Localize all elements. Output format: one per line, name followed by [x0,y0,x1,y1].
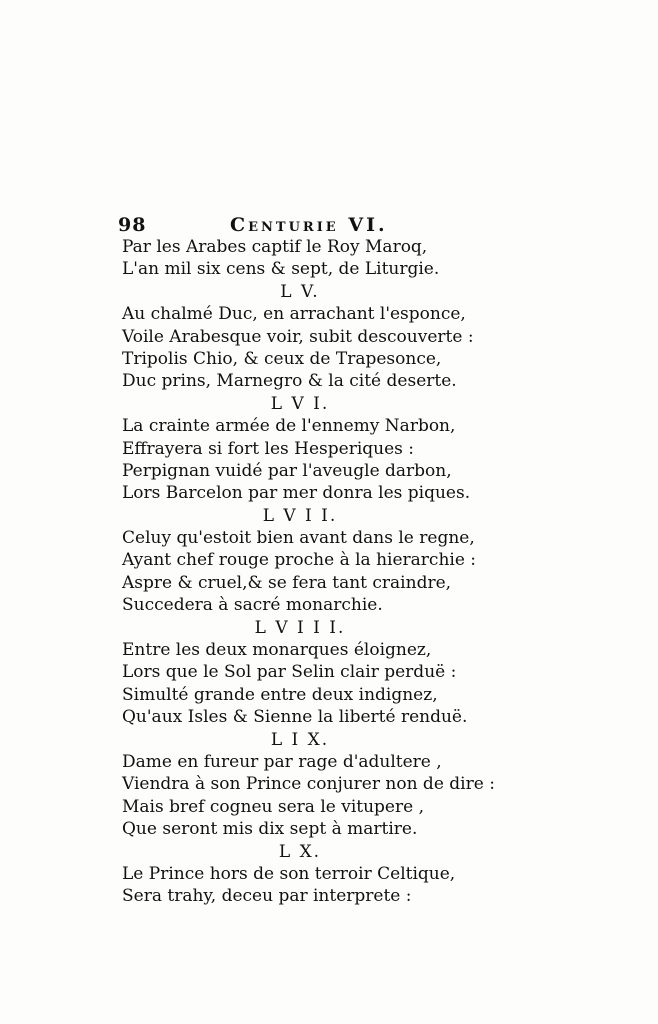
verse-line: Tripolis Chio, & ceux de Trapesonce, [122,348,442,369]
verse-line: Effrayera si fort les Hesperiques : [122,438,415,459]
quatrain-number: L V. [280,281,320,302]
page-number: 98 [118,214,147,236]
verse-line: Duc prins, Marnegro & la cité deserte. [122,371,457,392]
quatrain-number: L X. [278,841,322,862]
verse-line: Par les Arabes captif le Roy Maroq, [122,237,428,257]
verse-line: Celuy qu'estoit bien avant dans le regne, [122,528,475,549]
verse-line: Ayant chef rouge proche à la hierarchie : [122,550,477,571]
verse-line: Aspre & cruel,& se fera tant craindre, [122,572,452,593]
verse-line: Qu'aux Isles & Sienne la liberté renduë. [122,707,468,728]
verse-line: Perpignan vuidé par l'aveugle darbon, [122,460,452,481]
verse-line: Voile Arabesque voir, subit descouverte : [122,326,474,347]
verse-line: Simulté grande entre deux indignez, [122,684,438,705]
verse-line: Le Prince hors de son terroir Celtique, [122,863,456,884]
quatrain-number: L I X. [270,729,330,750]
verse-line: Lors Barcelon par mer donra les piques. [122,483,471,504]
verse-line: Mais bref cogneu sera le vitupere , [122,796,424,817]
verse-line: Au chalmé Duc, en arrachant l'esponce, [122,304,466,325]
verse-line: Succedera à sacré monarchie. [122,595,383,616]
quatrain-number: L V I I. [262,505,338,526]
quatrain-number: L V I. [270,393,330,414]
running-title: Centurie VI. [230,214,388,236]
verse-line: Que seront mis dix sept à martire. [122,819,418,840]
quatrain-number: L V I I I. [254,617,346,638]
verse-line: Lors que le Sol par Selin clair perduë : [122,662,457,683]
verse-text-block [122,236,495,908]
verse-line: L'an mil six cens & sept, de Liturgie. [122,259,440,280]
verse-line: Dame en fureur par rage d'adultere , [122,751,442,772]
verse-line: Viendra à son Prince conjurer non de dire : [122,774,495,795]
verse-line: Entre les deux monarques éloignez, [122,640,432,661]
verse-line: Sera trahy, deceu par interprete : [122,886,412,907]
verse-line: La crainte armée de l'ennemy Narbon, [122,416,456,437]
